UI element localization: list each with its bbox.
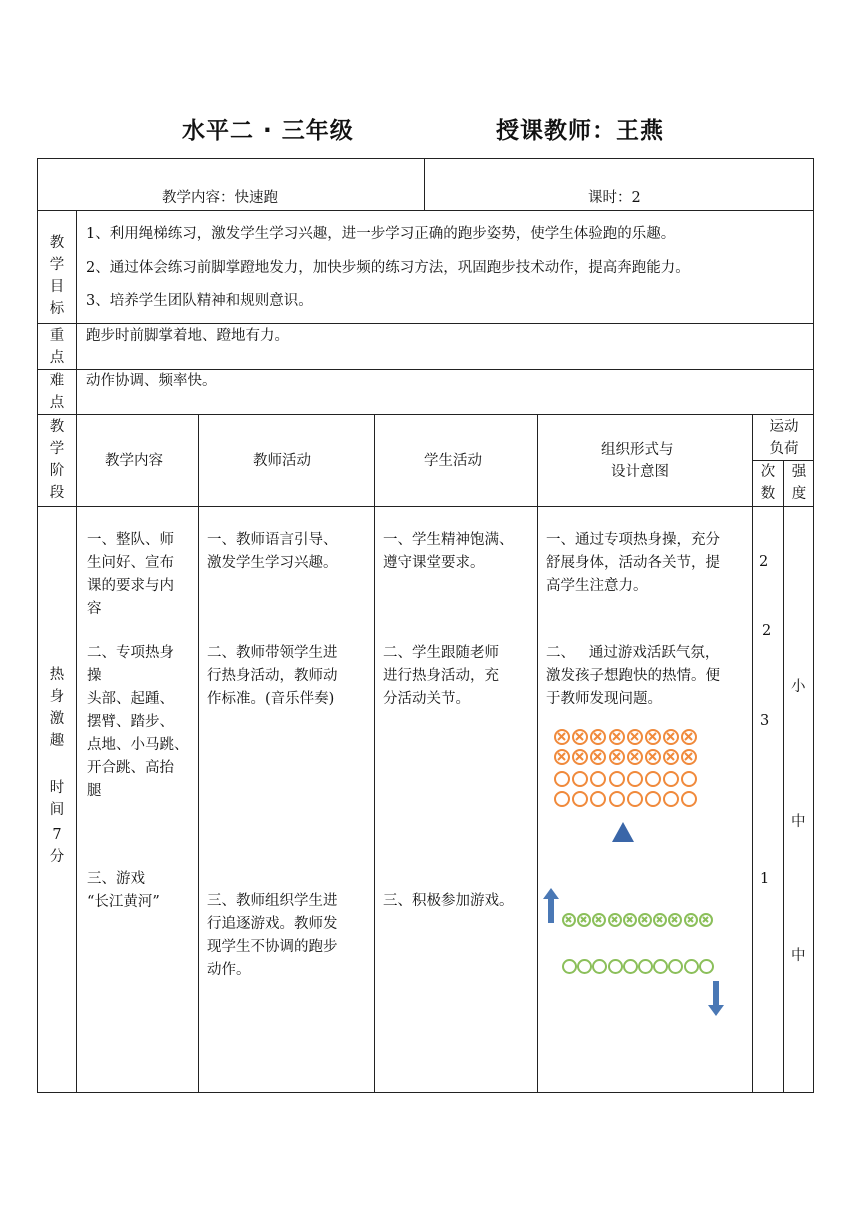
col-student: 学生活动 xyxy=(424,453,482,469)
org-block-1: 一、通过专项热身操，充分 舒展身体，活动各关节，提 高学生注意力。 xyxy=(546,532,720,594)
key-label: 重点 xyxy=(49,328,65,366)
student-crossed-circle xyxy=(592,913,606,927)
student-crossed-circle xyxy=(663,729,679,745)
student-circle xyxy=(609,791,625,807)
teacher-block-2: 二、教师带领学生进 行热身活动，教师动 作标准。(音乐伴奏) xyxy=(207,645,338,707)
col-teacher: 教师活动 xyxy=(253,453,311,469)
student-circle xyxy=(554,791,570,807)
student-crossed-circle xyxy=(663,749,679,765)
student-block-3: 三、积极参加游戏。 xyxy=(383,893,514,909)
stage-time: 时间 xyxy=(49,780,65,818)
stage-minutes: 7 xyxy=(52,827,62,843)
teacher-block-3: 三、教师组织学生进 行追逐游戏。教师发 现学生不协调的跑步 动作。 xyxy=(207,893,338,978)
count-4: 1 xyxy=(760,871,770,887)
lesson-content: 教学内容：快速跑 xyxy=(162,190,278,206)
student-circle xyxy=(663,771,679,787)
difficulty-text: 动作协调、频率快。 xyxy=(86,373,217,389)
student-crossed-circle xyxy=(681,749,697,765)
student-circle xyxy=(681,791,697,807)
student-crossed-circle xyxy=(627,749,643,765)
student-circle xyxy=(684,959,699,974)
student-crossed-circle xyxy=(608,913,622,927)
count-3: 3 xyxy=(760,713,770,729)
student-crossed-circle xyxy=(699,913,713,927)
col-org-line1: 组织形式与 xyxy=(601,442,674,458)
intensity-2: 中 xyxy=(791,814,806,830)
student-circle xyxy=(627,771,643,787)
lesson-period: 课时：2 xyxy=(588,190,641,206)
student-circle xyxy=(645,771,661,787)
student-circle xyxy=(663,791,679,807)
col-intensity: 强度 xyxy=(791,464,807,502)
student-circle xyxy=(623,959,638,974)
student-crossed-circle xyxy=(590,729,606,745)
student-crossed-circle xyxy=(554,729,570,745)
student-circle xyxy=(592,959,607,974)
student-crossed-circle xyxy=(653,913,667,927)
student-circle xyxy=(668,959,683,974)
student-circle xyxy=(577,959,592,974)
col-count: 次数 xyxy=(760,464,776,502)
goals-label: 教学目标 xyxy=(49,235,65,317)
stage-name: 热身激趣 xyxy=(49,667,65,749)
student-circle xyxy=(572,791,588,807)
col-org-line2: 设计意图 xyxy=(611,464,669,480)
student-crossed-circle xyxy=(609,729,625,745)
goal-1: 1、利用绳梯练习，激发学生学习兴趣，进一步学习正确的跑步姿势，使学生体验跑的乐趣。 xyxy=(86,226,676,242)
student-crossed-circle xyxy=(609,749,625,765)
count-2: 2 xyxy=(762,623,772,639)
col-content: 教学内容 xyxy=(105,453,163,469)
org-block-2: 二、 通过游戏活跃气氛， 激发孩子想跑快的热情。便 于教师发现问题。 xyxy=(546,645,720,707)
student-circle xyxy=(590,771,606,787)
content-block-2: 二、专项热身 操 头部、起踵、 摆臂、踏步、 点地、小马跳、 开合跳、高抬 腿 xyxy=(87,645,189,799)
count-1: 2 xyxy=(759,554,769,570)
teacher-block-1: 一、教师语言引导、 激发学生学习兴趣。 xyxy=(207,532,338,571)
student-block-2: 二、学生跟随老师 进行热身活动，充 分活动关节。 xyxy=(383,645,499,707)
student-circle xyxy=(554,771,570,787)
content-block-1: 一、整队、师 生问好、宣布 课的要求与内 容 xyxy=(87,532,174,617)
student-circle xyxy=(608,959,623,974)
student-crossed-circle xyxy=(572,749,588,765)
intensity-1: 小 xyxy=(791,679,806,695)
student-circle xyxy=(681,771,697,787)
student-crossed-circle xyxy=(684,913,698,927)
arrow-up-icon xyxy=(541,887,561,925)
stage-unit: 分 xyxy=(49,849,65,865)
arrow-down-icon xyxy=(706,980,726,1018)
student-crossed-circle xyxy=(577,913,591,927)
student-crossed-circle xyxy=(681,729,697,745)
student-crossed-circle xyxy=(627,729,643,745)
student-circle xyxy=(572,771,588,787)
teacher-name: 授课教师：王燕 xyxy=(496,118,664,144)
student-circle xyxy=(627,791,643,807)
student-circle xyxy=(653,959,668,974)
student-crossed-circle xyxy=(668,913,682,927)
student-crossed-circle xyxy=(623,913,637,927)
goal-2: 2、通过体会练习前脚掌蹬地发力，加快步频的练习方法，巩固跑步技术动作，提高奔跑能力。 xyxy=(86,260,690,276)
student-crossed-circle xyxy=(562,913,576,927)
teacher-triangle-icon xyxy=(610,820,636,844)
difficulty-label: 难点 xyxy=(49,373,65,411)
intensity-3: 中 xyxy=(791,948,806,964)
goal-3: 3、培养学生团队精神和规则意识。 xyxy=(86,293,313,309)
student-circle xyxy=(562,959,577,974)
student-circle xyxy=(638,959,653,974)
key-text: 跑步时前脚掌着地、蹬地有力。 xyxy=(86,328,289,344)
student-circle xyxy=(590,791,606,807)
student-crossed-circle xyxy=(645,749,661,765)
student-crossed-circle xyxy=(572,729,588,745)
col-stage: 教学阶段 xyxy=(49,419,65,501)
student-crossed-circle xyxy=(554,749,570,765)
student-crossed-circle xyxy=(638,913,652,927)
student-circle xyxy=(645,791,661,807)
student-block-1: 一、学生精神饱满、 遵守课堂要求。 xyxy=(383,532,514,571)
student-circle xyxy=(609,771,625,787)
grade-level: 水平二 · 三年级 xyxy=(182,118,354,144)
content-block-3: 三、游戏 “长江黄河” xyxy=(87,871,160,910)
student-circle xyxy=(699,959,714,974)
student-crossed-circle xyxy=(645,729,661,745)
col-load: 运动负荷 xyxy=(769,419,799,457)
student-crossed-circle xyxy=(590,749,606,765)
